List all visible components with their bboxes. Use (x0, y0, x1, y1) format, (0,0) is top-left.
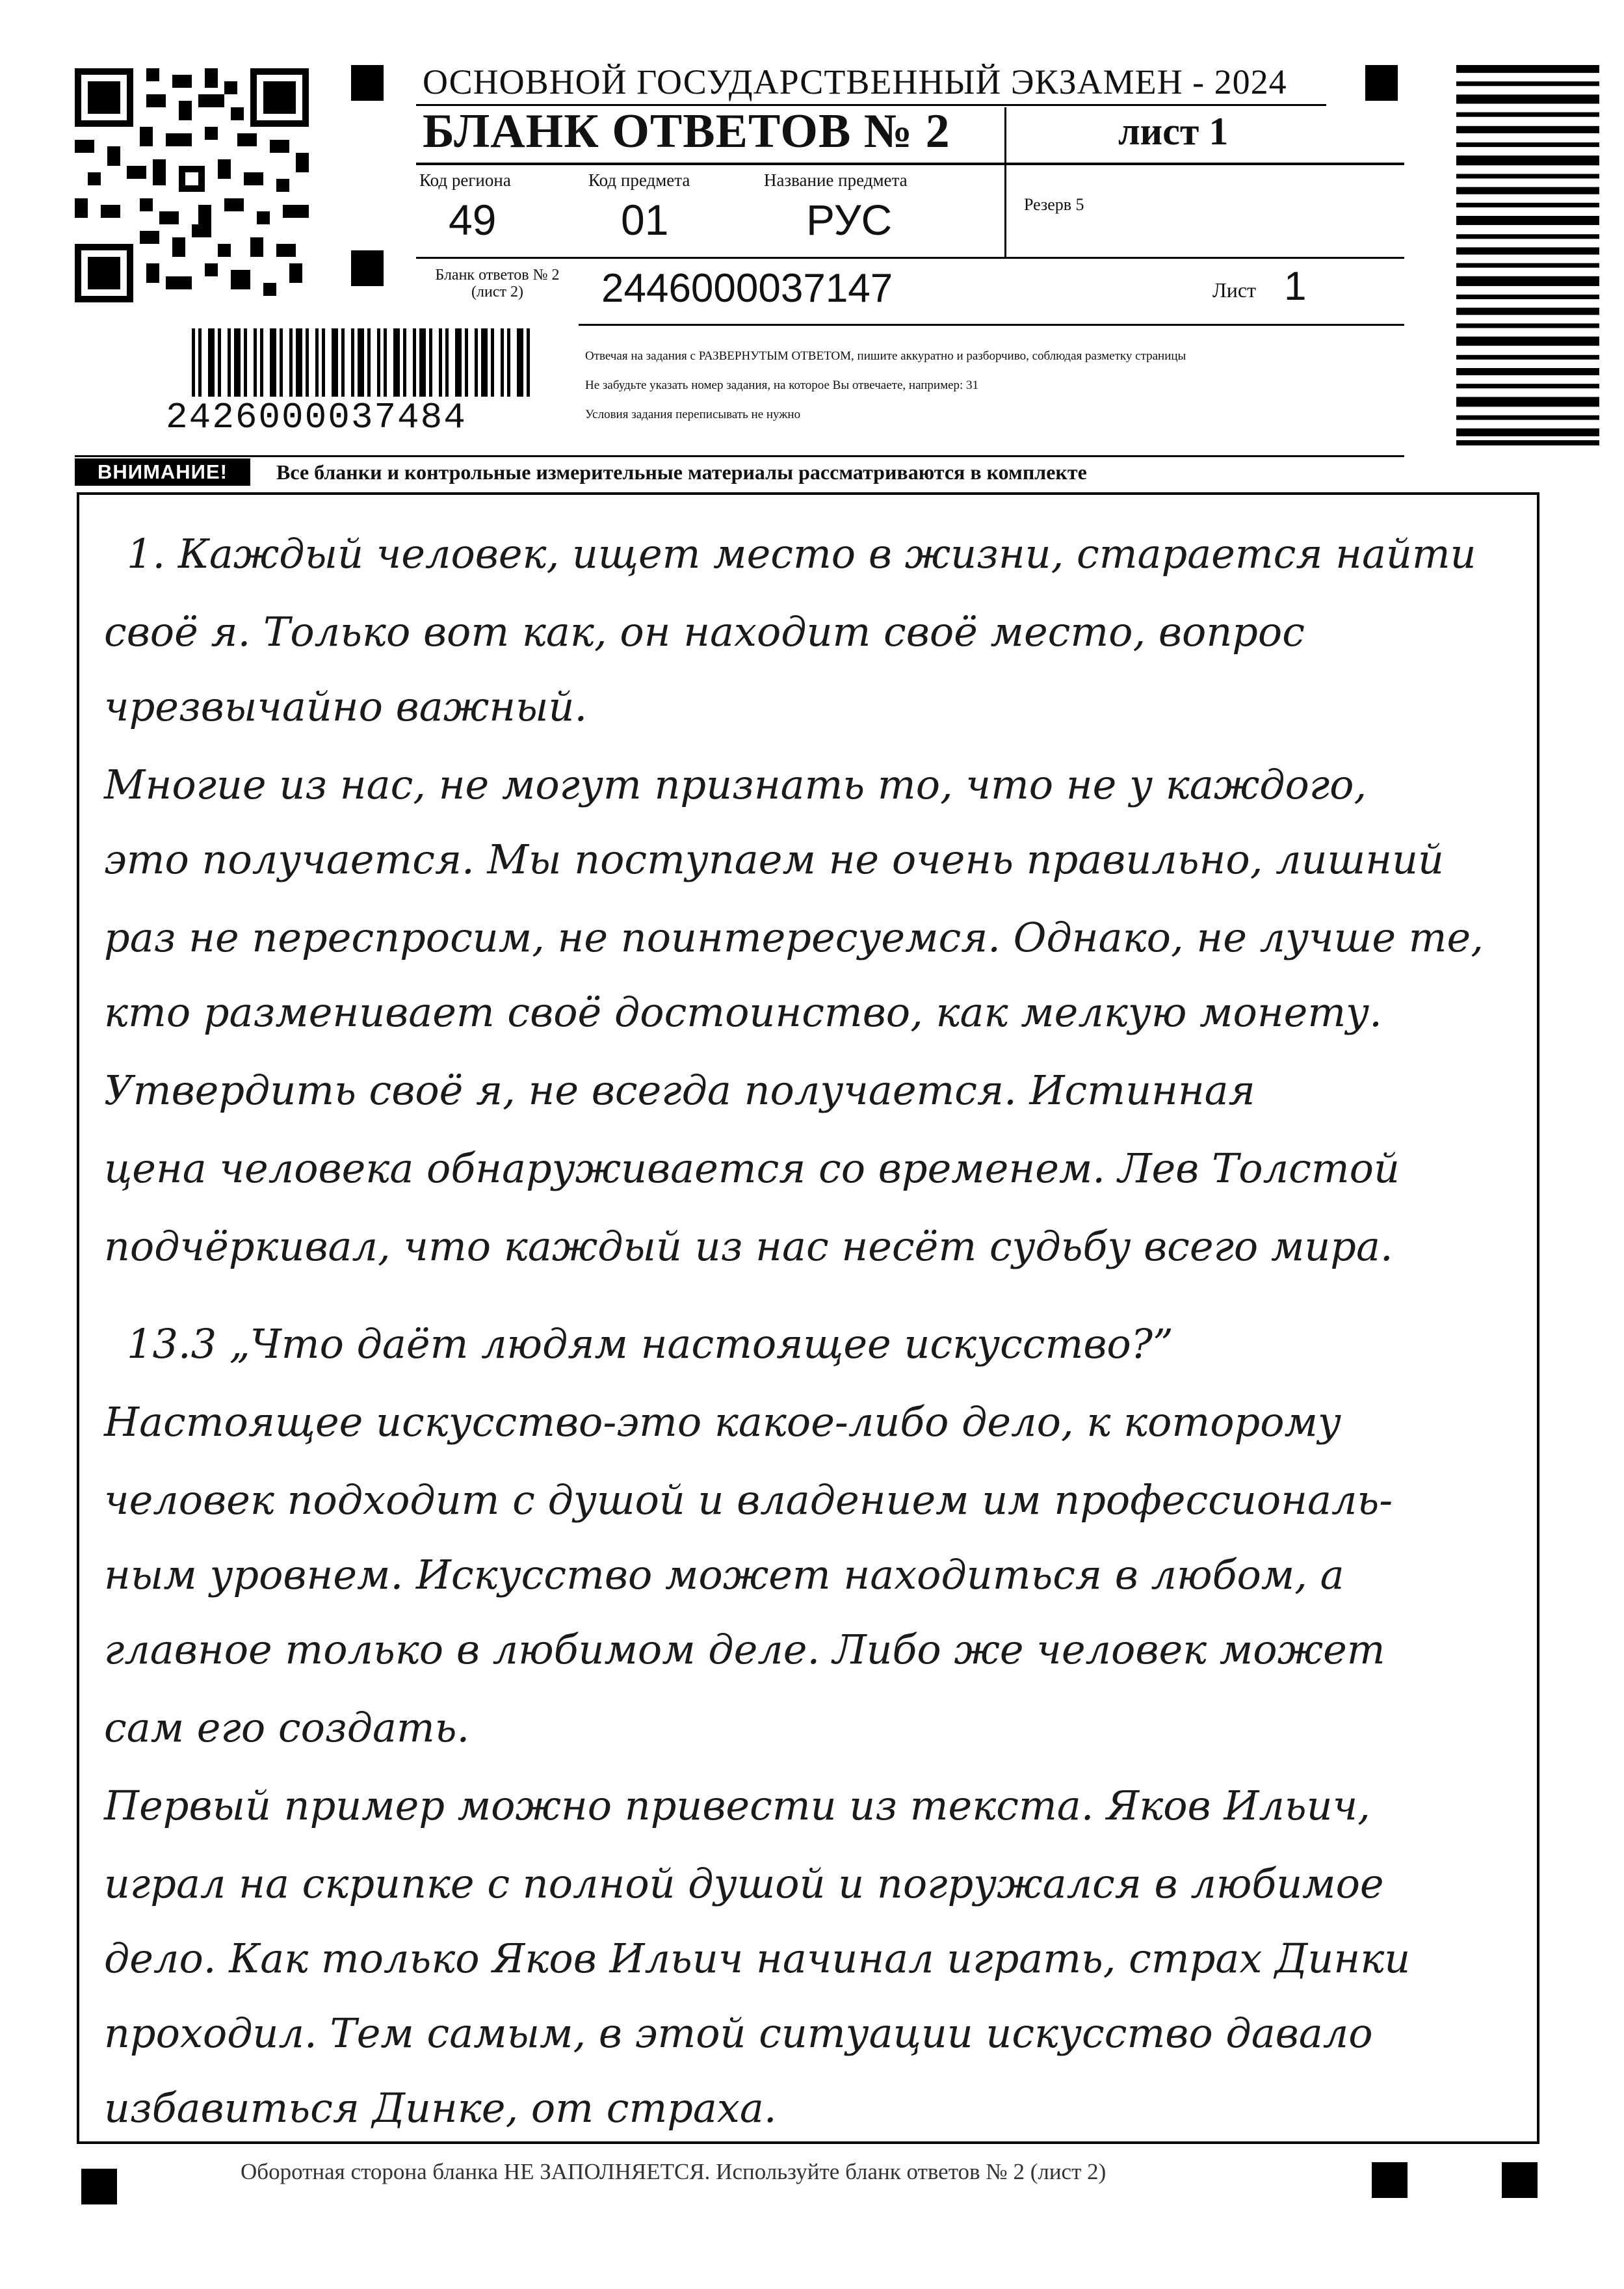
answer-line-19: дело. Как только Яков Ильич начинал играть, страх Динки (104, 1935, 1411, 1982)
subject-name: РУС (806, 196, 893, 244)
reserve-divider (1004, 166, 1006, 257)
form-title: БЛАНК ОТВЕТОВ № 2 (423, 105, 950, 158)
title-divider (1004, 107, 1006, 166)
answer-line-1: 1. Каждый человек, ищет место в жизни, старается найти (127, 530, 1476, 577)
reserve-label: Резерв 5 (1024, 195, 1084, 214)
answer-line-2: своё я. Только вот как, он находит своё место, вопрос (104, 608, 1305, 655)
registration-mark-top-left (351, 65, 384, 101)
answer-line-21: избавиться Динке, от страха. (104, 2084, 777, 2132)
side-barcode (1456, 65, 1599, 445)
qr-code (75, 68, 309, 302)
footer-note: Оборотная сторона бланка НЕ ЗАПОЛНЯЕТСЯ. Используйте бланк ответов № 2 (лист 2) (241, 2159, 1107, 2184)
attention-text: Все бланки и контрольные измерительные материалы рассматриваются в комплекте (276, 460, 1087, 484)
answer-line-5: это получается. Мы поступаем не очень правильно, лишний (104, 836, 1444, 883)
header-rule-1 (416, 163, 1404, 165)
sheet-label: Лист (1212, 278, 1257, 302)
header-rule-2 (416, 257, 1404, 259)
subject-code-label: Код предмета (588, 170, 690, 190)
instruction-line-3: Условия задания переписывать не нужно (585, 408, 801, 421)
attention-badge: ВНИМАНИЕ! (75, 458, 250, 486)
form-number: 2446000037147 (601, 266, 893, 311)
subject-name-label: Название предмета (764, 170, 908, 190)
answer-line-16: сам его создать. (104, 1704, 470, 1751)
registration-mark-bottom-right-2 (1502, 2162, 1538, 2198)
answer-line-15: главное только в любимом деле. Либо же человек может (104, 1626, 1385, 1673)
answer-line-17: Первый пример можно привести из текста. Яков Ильич, (104, 1782, 1370, 1829)
form-ref-label-line1: Бланк ответов № 2 (435, 267, 560, 284)
answer-line-12: Настоящее искусство-это какое-либо дело, к которому (104, 1398, 1341, 1446)
registration-mark-mid-left (351, 250, 384, 286)
form-ref-label-line2: (лист 2) (471, 284, 523, 300)
barcode (192, 328, 530, 397)
answer-line-4: Многие из нас, не могут признать то, что не у каждого, (104, 761, 1367, 808)
answer-line-6: раз не переспросим, не поинтересуемся. Однако, не лучше те, (104, 914, 1484, 961)
answer-line-14: ным уровнем. Искусство может находиться в любом, а (104, 1551, 1344, 1598)
instruction-line-2: Не забудьте указать номер задания, на которое Вы отвечаете, например: 31 (585, 378, 979, 392)
answer-line-10: подчёркивал, что каждый из нас несёт судьбу всего мира. (104, 1223, 1393, 1270)
registration-mark-bottom-right-1 (1372, 2162, 1408, 2198)
answer-line-9: цена человека обнаруживается со временем. Лев Толстой (104, 1144, 1400, 1192)
header-rule-3 (579, 324, 1404, 326)
barcode-number: 2426000037484 (166, 397, 467, 438)
answer-line-7: кто разменивает своё достоинство, как мелкую монету. (104, 988, 1382, 1036)
instruction-line-1: Отвечая на задания с РАЗВЕРНУТЫМ ОТВЕТОМ, пишите аккуратно и разборчиво, соблюдая разметку страницы (585, 349, 1186, 363)
registration-mark-bottom-left (81, 2169, 117, 2204)
attention-top-rule (75, 455, 1404, 457)
answer-line-3: чрезвычайно важный. (104, 683, 588, 730)
exam-title: ОСНОВНОЙ ГОСУДАРСТВЕННЫЙ ЭКЗАМЕН - 2024 (423, 62, 1287, 101)
answer-line-11: 13.3 „Что даёт людям настоящее искусство?” (127, 1320, 1173, 1368)
answer-line-18: играл на скрипке с полной душой и погружался в любимое (104, 1860, 1384, 1907)
region-code: 49 (449, 196, 497, 244)
sheet-title: лист 1 (1118, 110, 1229, 153)
sheet-number: 1 (1284, 264, 1307, 309)
answer-line-13: человек подходит с душой и владением им профессиональ- (104, 1476, 1393, 1524)
answer-line-8: Утвердить своё я, не всегда получается. Истинная (104, 1066, 1255, 1114)
registration-mark-top-right (1365, 65, 1398, 101)
answer-line-20: проходил. Тем самым, в этой ситуации искусство давало (104, 2009, 1373, 2057)
subject-code: 01 (621, 196, 669, 244)
form-ref-label (413, 267, 582, 300)
region-code-label: Код региона (419, 170, 511, 190)
